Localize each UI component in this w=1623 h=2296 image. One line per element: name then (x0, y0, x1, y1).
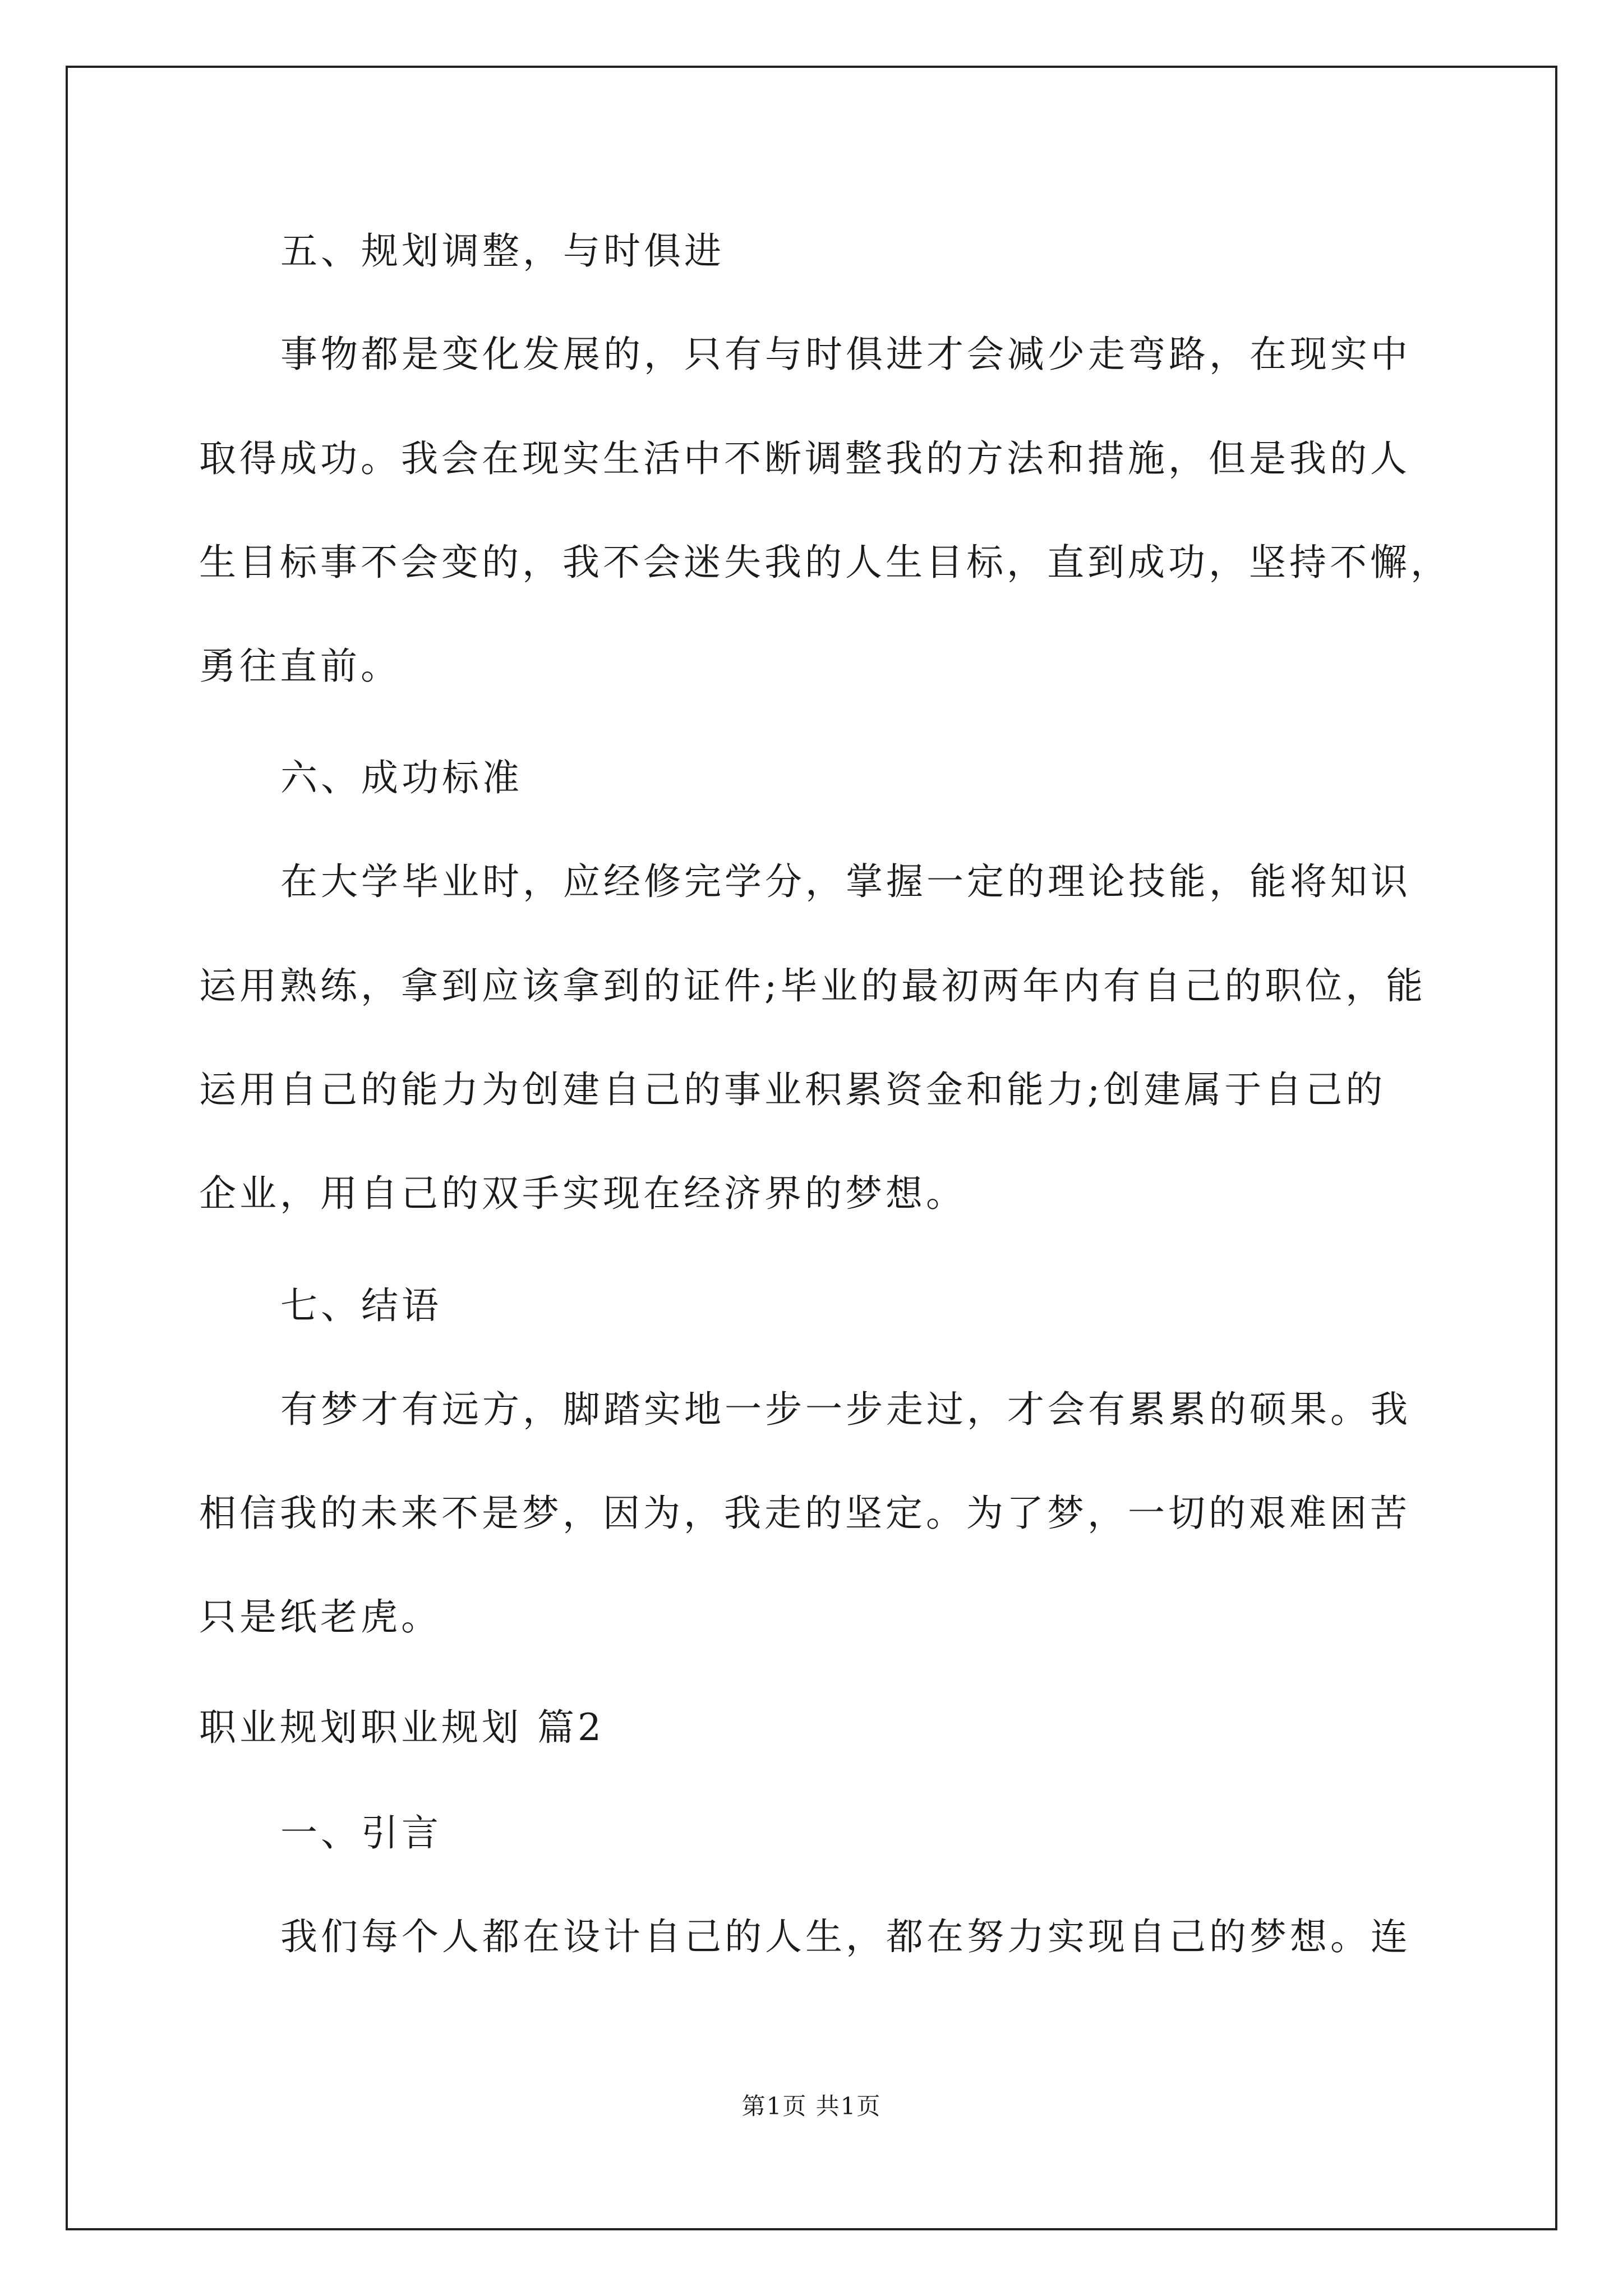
page-footer: 第1页 共1页 (741, 2092, 882, 2120)
paragraph-line: 企业，用自己的双手实现在经济界的梦想。 (199, 1172, 966, 1215)
paragraph-line: 勇往直前。 (199, 645, 401, 688)
paragraph-line: 运用熟练，拿到应该拿到的证件;毕业的最初两年内有自己的职位，能 (199, 964, 1427, 1007)
paragraph-line: 我们每个人都在设计自己的人生，都在努力实现自己的梦想。连 (280, 1915, 1411, 1958)
paragraph-line: 有梦才有远方，脚踏实地一步一步走过，才会有累累的硕果。我 (280, 1388, 1411, 1431)
paragraph-line: 运用自己的能力为创建自己的事业积累资金和能力;创建属于自己的 (199, 1068, 1386, 1111)
paragraph-line: 生目标事不会变的，我不会迷失我的人生目标，直到成功，坚持不懈， (199, 541, 1451, 584)
section-heading-5: 五、规划调整，与时俱进 (280, 229, 725, 273)
section-heading-1: 一、引言 (280, 1811, 442, 1855)
paragraph-line: 相信我的未来不是梦，因为，我走的坚定。为了梦，一切的艰难困苦 (199, 1492, 1410, 1535)
page-border (66, 66, 1557, 2230)
section-heading-7: 七、结语 (280, 1284, 442, 1327)
article-title: 职业规划职业规划 篇2 (199, 1706, 605, 1749)
paragraph-line: 在大学毕业时，应经修完学分，掌握一定的理论技能，能将知识 (280, 860, 1411, 903)
paragraph-line: 事物都是变化发展的，只有与时俱进才会减少走弯路，在现实中 (280, 333, 1411, 376)
section-heading-6: 六、成功标准 (280, 756, 523, 799)
paragraph-line: 取得成功。我会在现实生活中不断调整我的方法和措施，但是我的人 (199, 437, 1410, 480)
paragraph-line: 只是纸老虎。 (199, 1595, 441, 1639)
